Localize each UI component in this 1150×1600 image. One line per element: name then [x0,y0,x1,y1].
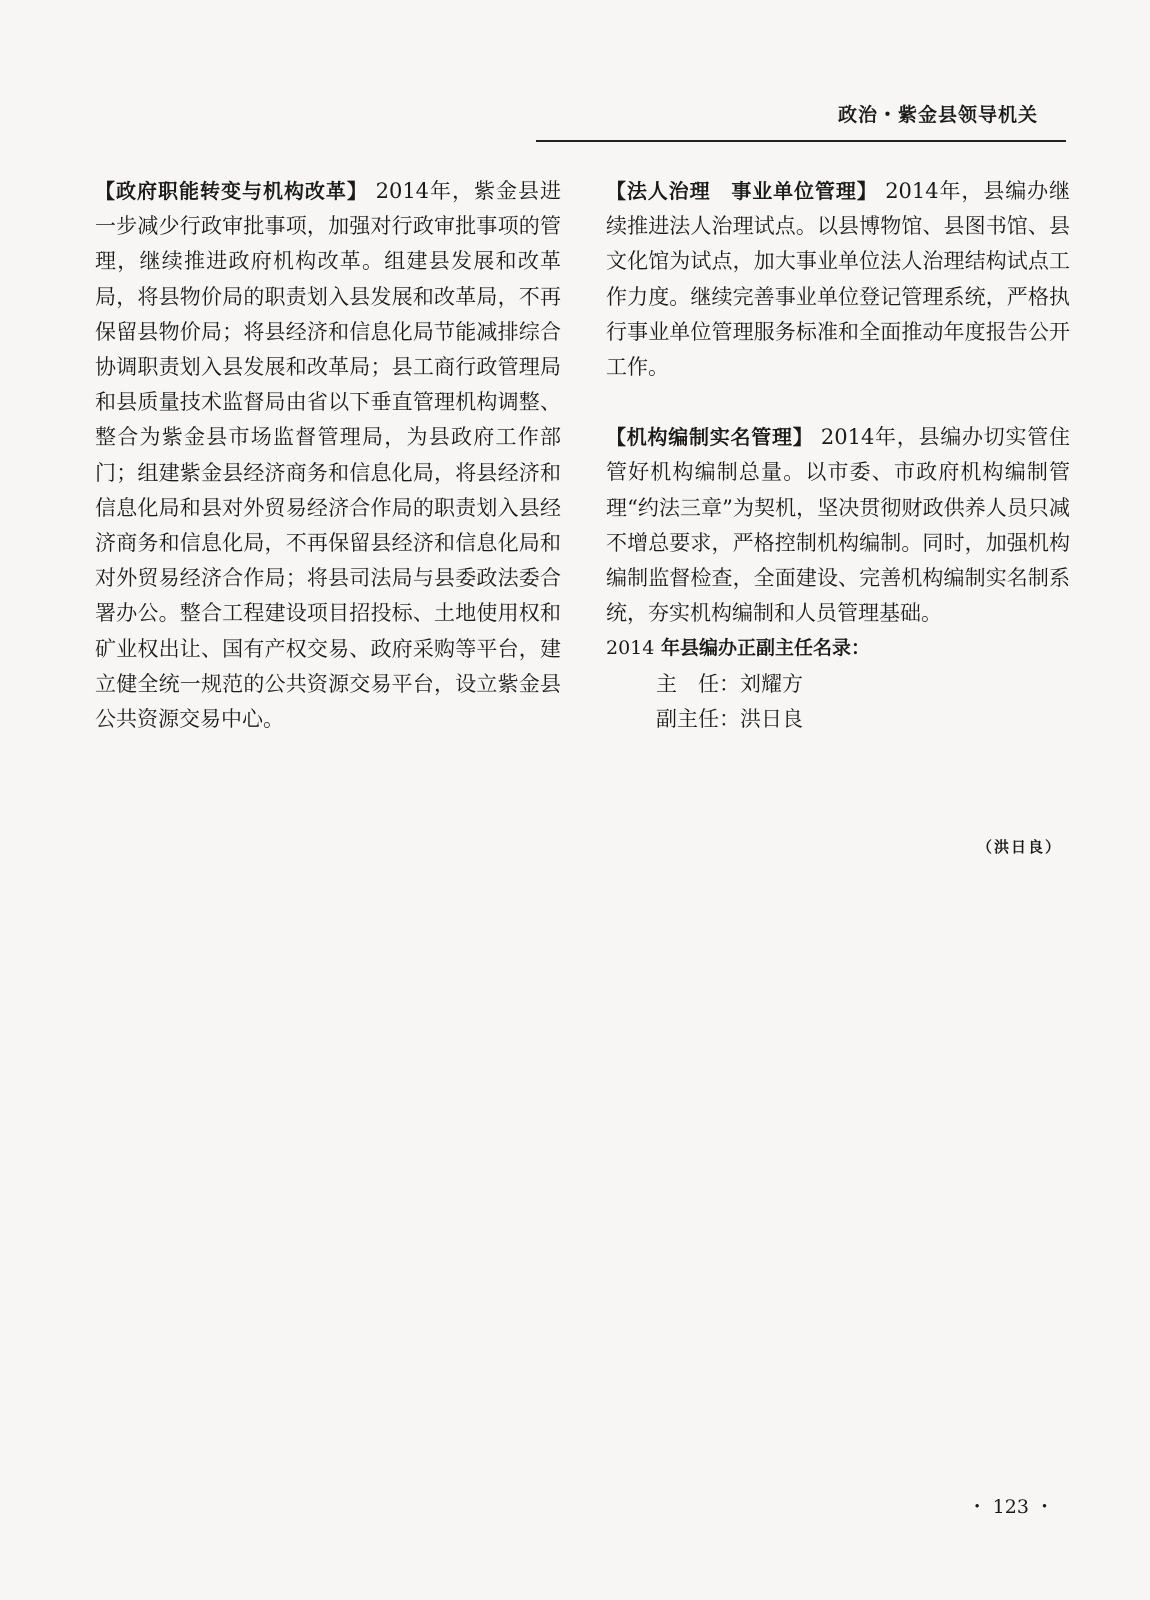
roster-director: 主 任：刘耀方 [656,671,803,696]
roster-title-text: 年县编办正副主任名录： [654,637,870,660]
section-staffing-management [606,420,1070,631]
section-heading: 【法人治理 事业单位管理】 [606,179,878,203]
header-rule [536,140,1066,142]
section-heading: 【政府职能转变与机构改革】 [95,179,368,203]
roster-deputy: 副主任：洪日良 [656,706,803,731]
roster-year: 2014 [606,637,655,660]
page-number: ・ 123 ・ [967,1496,1054,1518]
author-credit: （洪日良） [976,838,1062,856]
roster-title [606,631,1070,666]
section-government-reform [95,174,561,737]
section-body: 2014年，紫金县进一步减少行政审批事项，加强对行政审批事项的管理，继续推进政府机构改革。组建县发展和改革局，将县物价局的职责划入县发展和改革局，不再保留县物价局；将县经济和信息化局节能减排综合协调职责划入县发展和改革局；县工商行政管理局和县质量技术监督局由省以下垂直管理机构调整、整合为紫金县市场监督管理局，为县政府工作部门；组建紫金县经济商务和信息化局，将县经济和信息化局和县对外贸易经济合作局的职责划入县经济商务和信息化局，不再保留县经济和信息化局和对外贸易经济合作局；将县司法局与县委政法委合署办公。整合工程建设项目招投标、土地使用权和矿业权出让、国有产权交易、政府采购等平台，建立健全统一规范的公共资源交易平台，设立紫金县公共资源交易中心。 [95,179,561,732]
section-heading: 【机构编制实名管理】 [606,425,814,450]
running-header: 政治・紫金县领导机关 [837,104,1038,126]
section-body: 2014年，县编办切实管住管好机构编制总量。以市委、市政府机构编制管理“约法三章”为契机，坚决贯彻财政供养人员只减不增总要求，严格控制机构编制。同时，加强机构编制监督检查，全面建设、完善机构编制实名制系统，夯实机构编制和人员管理基础。 [606,425,1070,626]
left-column [95,174,561,737]
section-legal-governance [606,174,1070,385]
right-column [606,174,1070,737]
section-body: 2014年，县编办继续推进法人治理试点。以县博物馆、县图书馆、县文化馆为试点，加大事业单位法人治理结构试点工作力度。继续完善事业单位登记管理系统，严格执行事业单位管理服务标准和全面推动年度报告公开工作。 [606,179,1070,380]
